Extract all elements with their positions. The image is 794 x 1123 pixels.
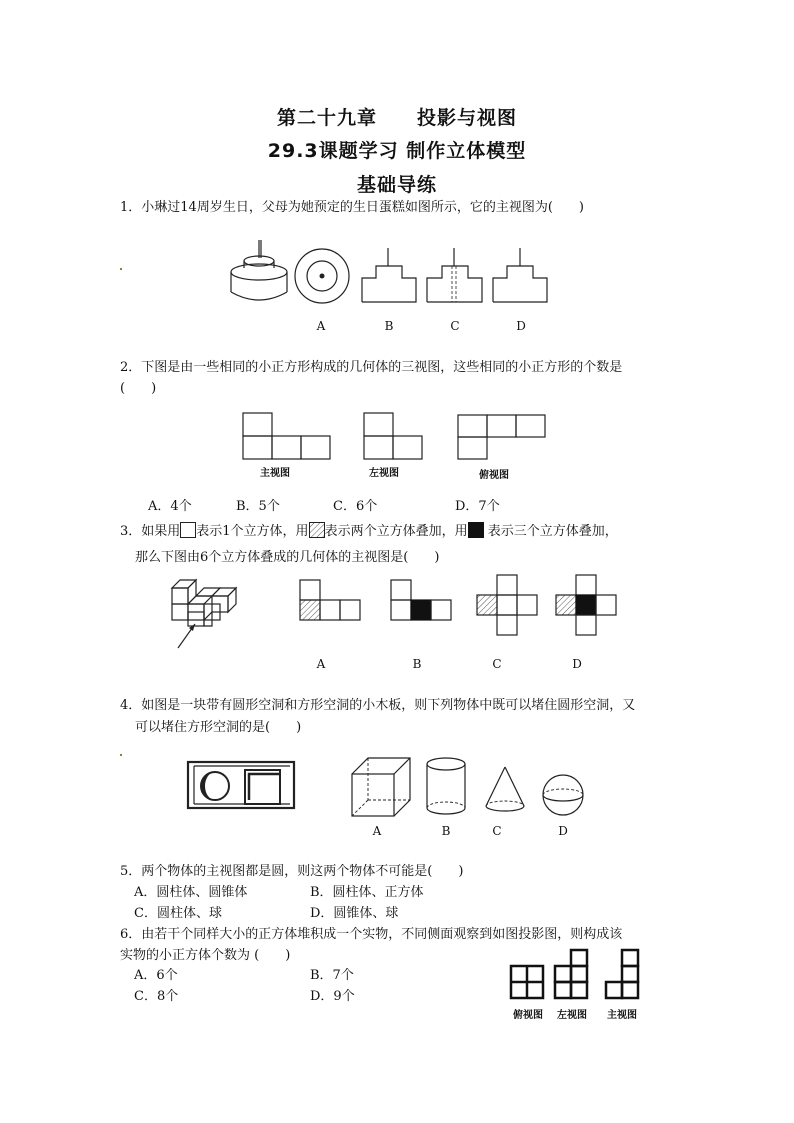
q1-label-c: C <box>450 319 460 333</box>
q2-option-c[interactable]: C．6个 <box>333 499 378 514</box>
q5-option-a[interactable]: A．圆柱体、圆锥体 <box>134 885 248 900</box>
question-2-line2: ( ) <box>120 381 157 396</box>
q5-option-b[interactable]: B．圆柱体、正方体 <box>310 885 424 900</box>
q3-text-c: 表示两个立方体叠加，用 <box>324 524 468 539</box>
q4-label-c: C <box>492 824 502 838</box>
question-4-line1: 4．如图是一块带有圆形空洞和方形空洞的小木板，则下列物体中既可以堵住圆形空洞，又 <box>120 698 636 713</box>
q3-label-d: D <box>572 657 582 671</box>
q3-label-a: A <box>316 657 326 671</box>
q3-label-b: B <box>412 657 422 671</box>
q6-front-view <box>606 950 638 998</box>
caption-front-view: 主视图 <box>260 468 290 479</box>
caption-left-view: 左视图 <box>369 468 399 479</box>
q3-text-a: 3．如果用 <box>120 524 181 539</box>
q6-option-d[interactable]: D．9个 <box>310 989 355 1004</box>
q4-label-a: A <box>372 824 382 838</box>
q6-left-view <box>555 950 587 998</box>
question-3-line2: 那么下图由6个立方体叠成的几何体的主视图是( ) <box>135 550 440 565</box>
q3-label-c: C <box>492 657 502 671</box>
q6-caption-left-view: 左视图 <box>557 1010 587 1021</box>
q6-top-view <box>511 966 543 998</box>
q2-option-b[interactable]: B．5个 <box>236 499 280 514</box>
q6-caption-top-view: 俯视图 <box>513 1010 543 1021</box>
q6-option-b[interactable]: B．7个 <box>310 968 354 983</box>
chapter-title: 第二十九章 投影与视图 <box>276 107 517 129</box>
q6-option-c[interactable]: C．8个 <box>134 989 179 1004</box>
q6-caption-front-view: 主视图 <box>607 1010 637 1021</box>
question-5-text: 5．两个物体的主视图都是圆，则这两个物体不可能是( ) <box>120 864 464 879</box>
question-4-line2: 可以堵住方形空洞的是( ) <box>135 720 302 735</box>
q6-option-a[interactable]: A．6个 <box>134 968 178 983</box>
q4-label-d: D <box>558 824 568 838</box>
question-6-line1: 6．由若干个同样大小的正方体堆积成一个实物，不同侧面观察到如图投影图，则构成该 <box>120 927 623 942</box>
caption-top-view: 俯视图 <box>479 470 509 481</box>
q4-label-b: B <box>441 824 451 838</box>
question-1-text: 1．小琳过14周岁生日，父母为她预定的生日蛋糕如图所示，它的主视图为( ) <box>120 200 584 215</box>
section-title: 基础导练 <box>356 174 437 196</box>
q1-label-d: D <box>516 319 526 333</box>
q3-text-b: 表示1个立方体，用 <box>196 524 309 539</box>
question-2-line1: 2．下图是由一些相同的小正方形构成的几何体的三视图，这些相同的小正方形的个数是 <box>120 360 623 375</box>
q2-option-d[interactable]: D．7个 <box>455 499 500 514</box>
q2-option-a[interactable]: A．4个 <box>148 499 192 514</box>
question-6-line2: 实物的小正方体个数为 ( ) <box>120 948 291 963</box>
lesson-title: 29.3课题学习 制作立体模型 <box>267 140 527 162</box>
q5-option-c[interactable]: C．圆柱体、球 <box>134 906 222 921</box>
q3-text-d: 表示三个立方体叠加， <box>487 524 618 539</box>
q5-option-d[interactable]: D．圆锥体、球 <box>310 906 399 921</box>
q1-label-a: A <box>316 319 326 333</box>
q1-label-b: B <box>384 319 394 333</box>
